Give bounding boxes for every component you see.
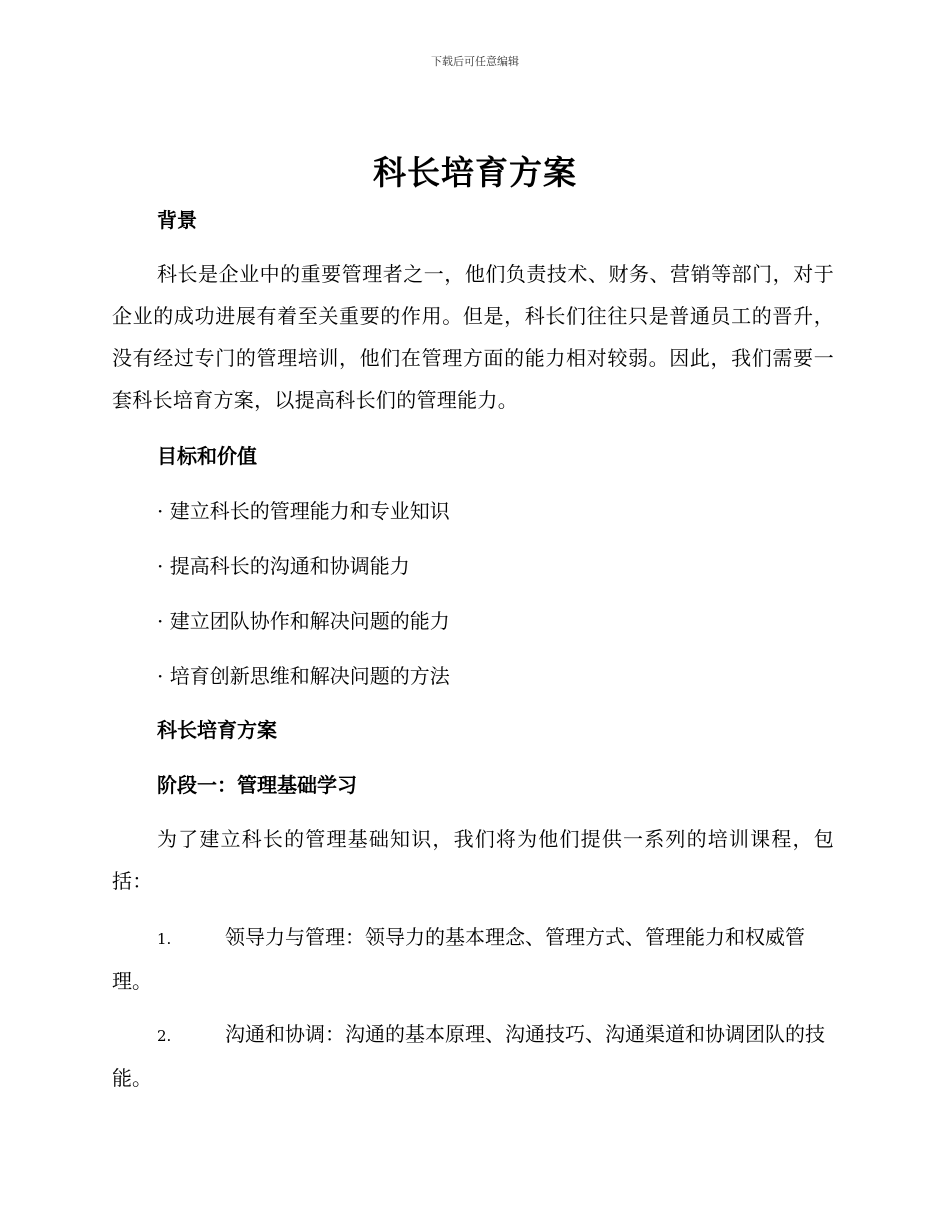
stage1-paragraph: 为了建立科长的管理基础知识，我们将为他们提供一系列的培训课程，包括： <box>112 827 834 893</box>
section-heading-goals: 目标和价值 <box>157 444 257 468</box>
course-item <box>112 1013 834 1099</box>
background-paragraph: 科长是企业中的重要管理者之一，他们负责技术、财务、营销等部门，对于企业的成功进展有着至关重要的作用。但是，科长们往往只是普通员工的晋升，没有经过专门的管理培训，他们在管理方面的能力相对较弱。因此，我们需要一套科长培育方案，以提高科长们的管理能力。 <box>112 262 834 412</box>
section-heading-plan: 科长培育方案 <box>157 718 277 742</box>
goal-item: · 提高科长的沟通和协调能力 <box>157 554 410 578</box>
goal-item: · 建立科长的管理能力和专业知识 <box>157 499 450 523</box>
section-heading-background: 背景 <box>157 208 197 232</box>
page-header: 下载后可任意编辑 <box>431 55 519 68</box>
course-text: 领导力与管理：领导力的基本理念、管理方式、管理能力和权威管理。 <box>112 925 805 993</box>
course-number: 1. <box>157 930 172 948</box>
course-item <box>112 916 834 1002</box>
course-text: 沟通和协调：沟通的基本原理、沟通技巧、沟通渠道和协调团队的技能。 <box>112 1022 825 1090</box>
goal-item: · 培育创新思维和解决问题的方法 <box>157 664 450 688</box>
section-heading-stage1: 阶段一：管理基础学习 <box>157 773 357 797</box>
course-number: 2. <box>157 1027 172 1045</box>
document-title: 科长培育方案 <box>373 153 577 192</box>
goal-item: · 建立团队协作和解决问题的能力 <box>157 609 450 633</box>
